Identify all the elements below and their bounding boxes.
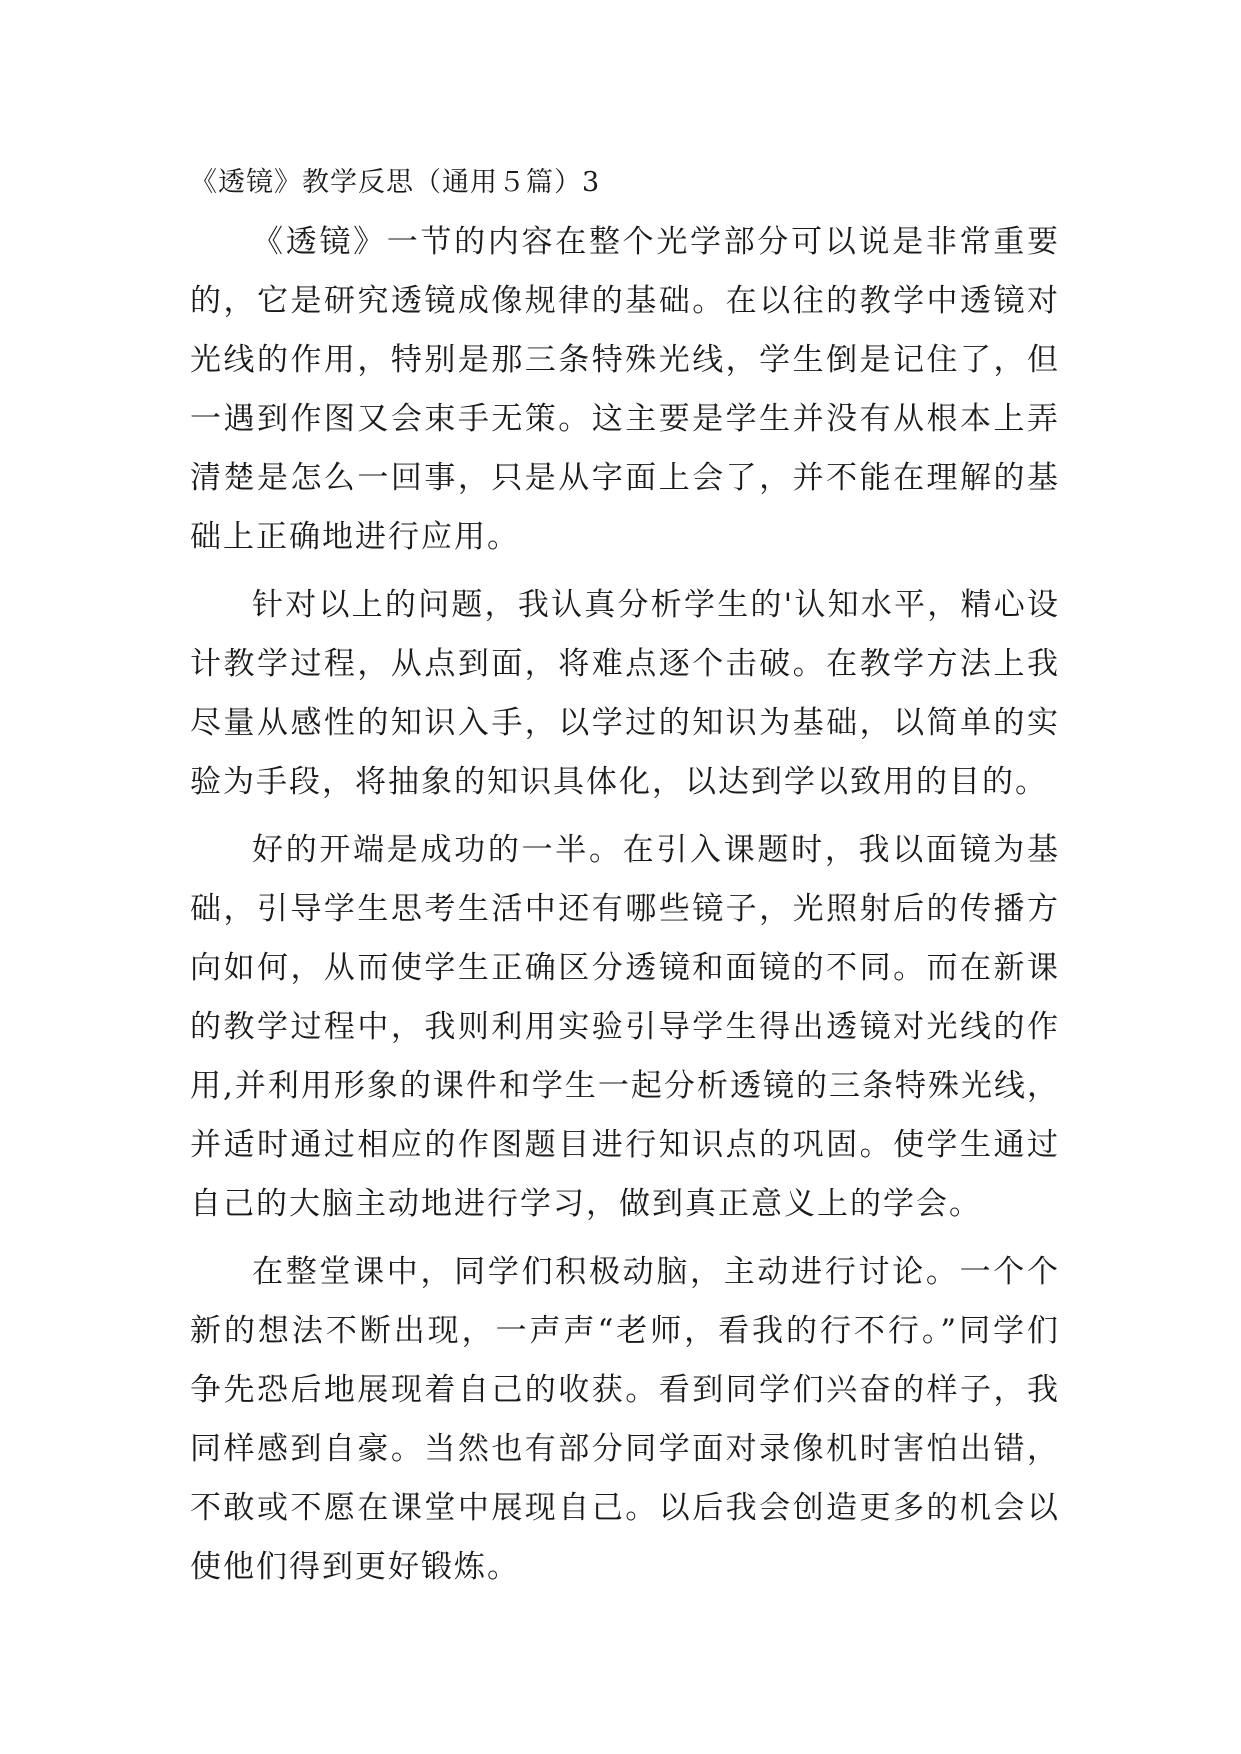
paragraph-3: 好的开端是成功的一半。在引入课题时，我以面镜为基础，引导学生思考生活中还有哪些镜子，光照射后的传播方向如何，从而使学生正确区分透镜和面镜的不同。而在新课的教学过程中，我则利用实验引导学生得出透镜对光线的作用,并利用形象的课件和学生一起分析透镜的三条特殊光线，并适时通过相应的作图题目进行知识点的巩固。使学生通过自己的大脑主动地进行学习，做到真正意义上的学会。 — [190, 832, 1060, 1222]
paragraph-4: 在整堂课中，同学们积极动脑，主动进行讨论。一个个新的想法不断出现，一声声“老师，看我的行不行。”同学们争先恐后地展现着自己的收获。看到同学们兴奋的样子，我同样感到自豪。当然也有部分同学面对录像机时害怕出错，不敢或不愿在课堂中展现自己。以后我会创造更多的机会以使他们得到更好锻炼。 — [190, 1254, 1060, 1585]
paragraph-2: 针对以上的问题，我认真分析学生的'认知水平，精心设计教学过程，从点到面，将难点逐个击破。在教学方法上我尽量从感性的知识入手，以学过的知识为基础，以简单的实验为手段，将抽象的知识具体化，以达到学以致用的目的。 — [190, 587, 1060, 800]
document-body — [190, 163, 1060, 1606]
document-title: 《透镜》教学反思（通用５篇）3 — [190, 167, 601, 198]
paragraph-1: 《透镜》一节的内容在整个光学部分可以说是非常重要的，它是研究透镜成像规律的基础。在以往的教学中透镜对光线的作用，特别是那三条特殊光线，学生倒是记住了，但一遇到作图又会束手无策。这主要是学生并没有从根本上弄清楚是怎么一回事，只是从字面上会了，并不能在理解的基础上正确地进行应用。 — [190, 224, 1060, 555]
